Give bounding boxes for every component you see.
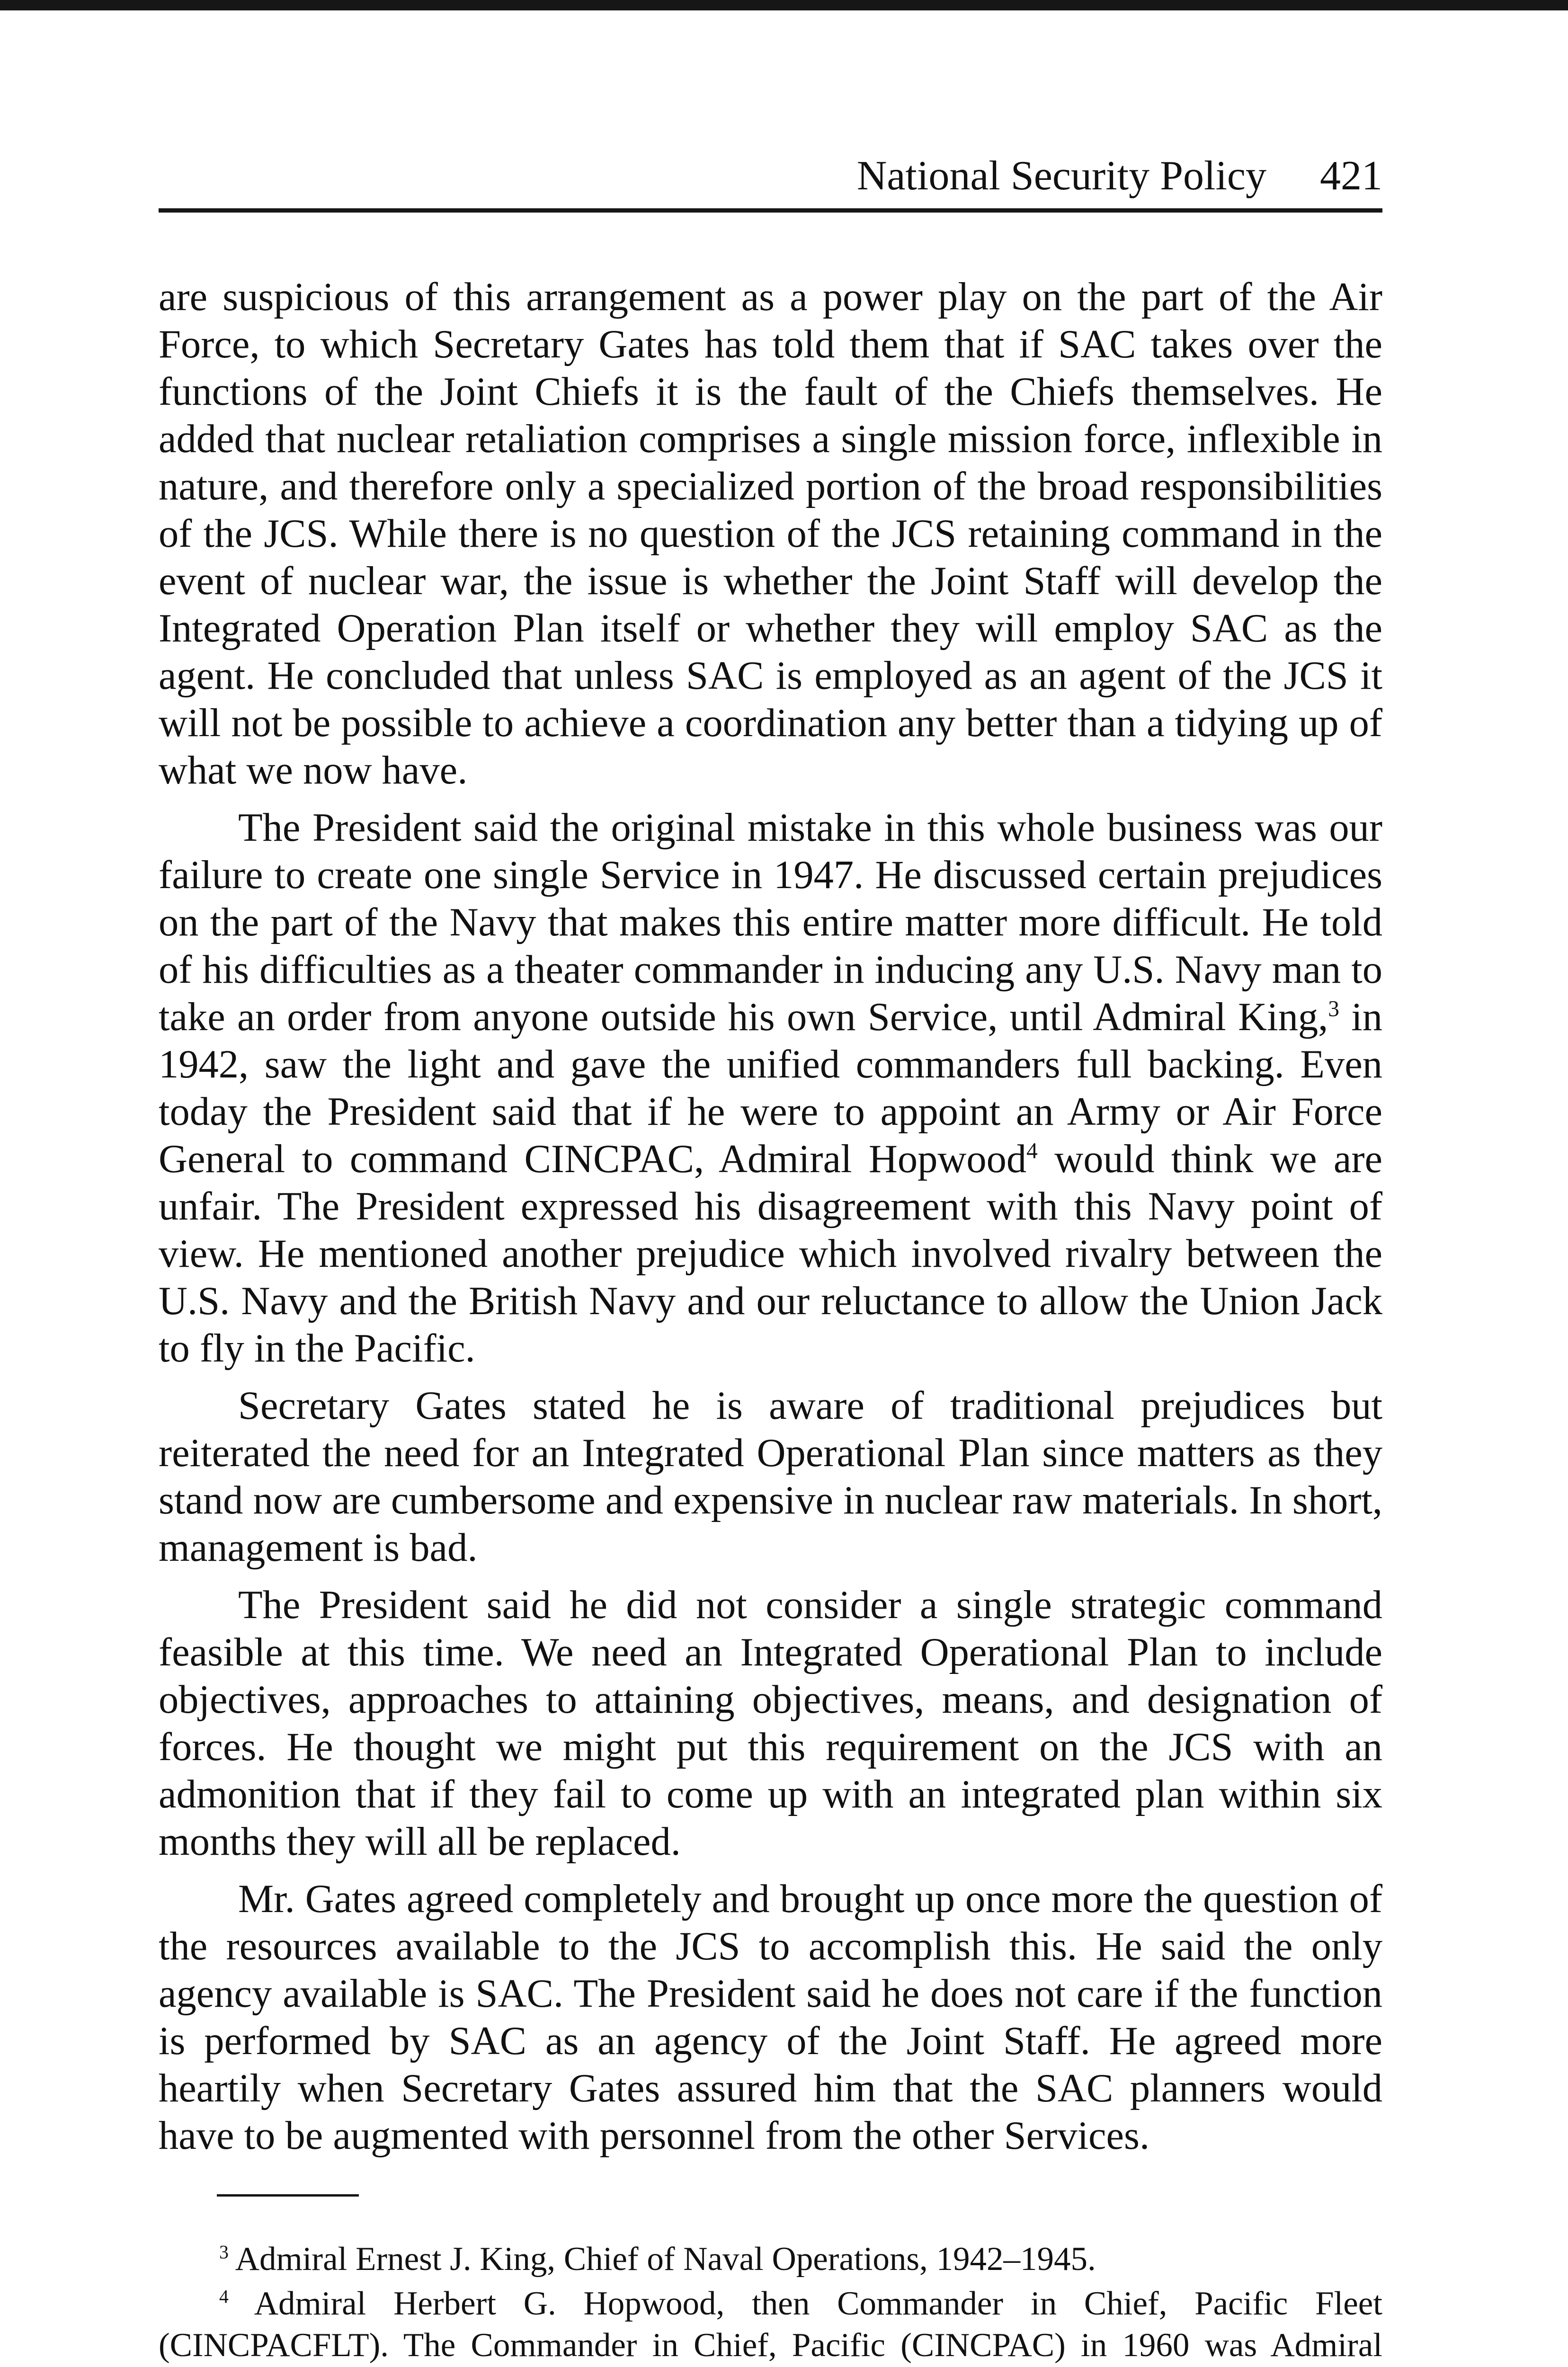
footnote-3-text: Admiral Ernest J. King, Chief of Naval Operations, 1942–1945. <box>228 2241 1096 2278</box>
footnote-4 <box>159 2283 1382 2367</box>
footnote-ref-4: 4 <box>1026 1139 1038 1164</box>
page-number: 421 <box>1320 153 1382 199</box>
paragraph-1-text: are suspicious of this arrangement as a power play on the part of the Air Force, to which Secretary Gates has told them that if SAC takes over the functions of the Joint Chiefs it is the fault of the Chiefs themselves. He added that nuclear retaliation comprises a single mission force, inflexible in nature, and therefore only a specialized portion of the broad responsibilities of the JCS. While there is no question of the JCS retaining command in the event of nuclear war, the issue is whether the Joint Staff will develop the Integrated Operation Plan itself or whether they will employ SAC as the agent. He concluded that unless SAC is employed as an agent of the JCS it will not be possible to achieve a coordination any better than a tidying up of what we now have. <box>159 275 1382 792</box>
paragraph-4 <box>159 1582 1382 1866</box>
paragraph-4-text: The President said he did not consider a single strategic command feasible at this time. We need an Integrated Operational Plan to include objectives, approaches to attaining objectives, means, and designation of forces. He thought we might put this requirement on the JCS with an admonition that if they fail to come up with an integrated plan within six months they will all be replaced. <box>159 1583 1382 1864</box>
footnote-4-text: Admiral Herbert G. Hopwood, then Commander in Chief, Pacific Fleet (CINCPACFLT). The Commander in Chief, Pacific (CINCPAC) in 1960 was Admiral <box>159 2285 1382 2364</box>
paragraph-5 <box>159 1876 1382 2160</box>
paragraph-3-text: Secretary Gates stated he is aware of traditional prejudices but reiterated the need for an Integrated Operational Plan since matters as they stand now are cumbersome and expensive in nuclear raw materials. In short, management is bad. <box>159 1384 1382 1570</box>
body-text <box>159 274 1382 2170</box>
paragraph-3 <box>159 1382 1382 1572</box>
footnote-3 <box>159 2238 1382 2280</box>
paragraph-2 <box>159 804 1382 1372</box>
paragraph-2-text-c: would think we are unfair. The President expressed his disagreement with this Navy point of view. He mentioned another prejudice which involved rivalry between the U.S. Navy and the British Navy and our reluctance to allow the Union Jack to fly in the Pacific. <box>159 1137 1382 1370</box>
running-header <box>159 142 1382 213</box>
paragraph-1 <box>159 274 1382 794</box>
paragraph-2-text-a: The President said the original mistake in this whole business was our failure to create one single Service in 1947. He discussed certain prejudices on the part of the Navy that makes this entire matter more difficult. He told of his difficulties as a theater commander in inducing any U.S. Navy man to take an order from anyone outside his own Service, until Admiral King, <box>159 806 1382 1039</box>
footnotes <box>159 2238 1382 2367</box>
footnote-3-marker: 3 <box>219 2242 229 2263</box>
running-header-title: National Security Policy <box>856 153 1266 199</box>
paragraph-5-text: Mr. Gates agreed completely and brought up once more the question of the resources available to the JCS to accomplish this. He said the only agency available is SAC. The President said he does not care if the function is performed by SAC as an agency of the Joint Staff. He agreed more heartily when Secretary Gates assured him that the SAC planners would have to be augmented with personnel from the other Services. <box>159 1877 1382 2158</box>
footnote-ref-3: 3 <box>1328 997 1339 1022</box>
paragraph-2-text-b: in 1942, saw the light and gave the unified commanders full backing. Even today the President said that if he were to appoint an Army or Air Force General to command CINCPAC, Admiral Hopwood <box>159 995 1383 1181</box>
footnote-separator <box>217 2194 359 2197</box>
top-edge-rule <box>0 0 1568 10</box>
footnote-4-marker: 4 <box>219 2286 229 2307</box>
